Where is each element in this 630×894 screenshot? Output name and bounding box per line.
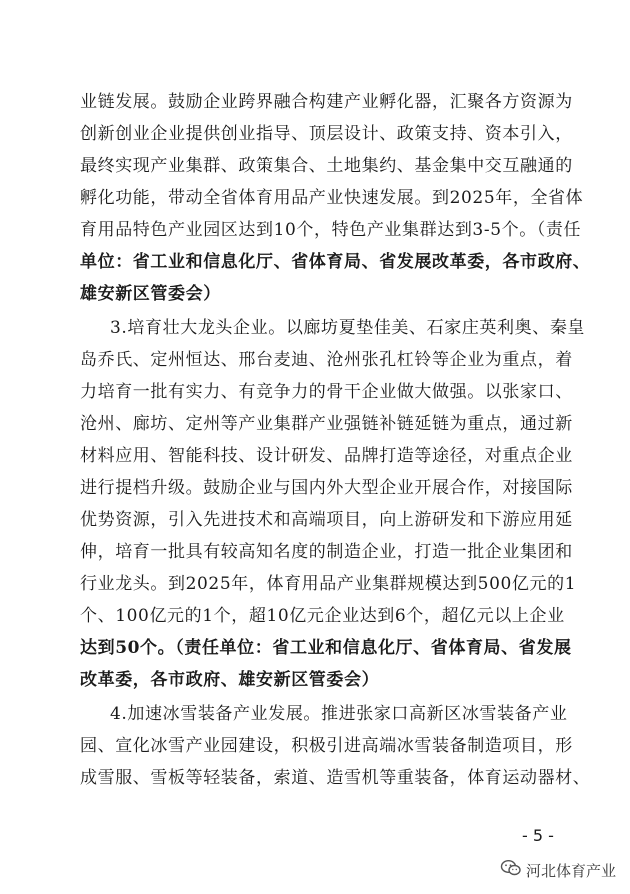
text-line: 改革委，各市政府、雄安新区管委会） <box>80 670 380 690</box>
text-line: 伸，培育一批具有较高知名度的制造企业，打造一批企业集团和 <box>80 542 573 562</box>
text-line: 最终实现产业集群、政策集合、土地集约、基金集中交互融通的 <box>80 156 573 176</box>
text-line: 成雪服、雪板等轻装备，索道、造雪机等重装备，体育运动器材、 <box>80 768 591 788</box>
text-line: 力培育一批有实力、有竞争力的骨干企业做大做强。以张家口、 <box>80 382 573 402</box>
text-line: 业链发展。鼓励企业跨界融合构建产业孵化器，汇聚各方资源为 <box>80 92 573 112</box>
text-line: 行业龙头。到2025年，体育用品产业集群规模达到500亿元的1 <box>80 574 577 594</box>
text-line: 岛乔氏、定州恒达、邢台麦迪、沧州张孔杠铃等企业为重点，着 <box>80 350 573 370</box>
text-line: 达到50个。（责任单位：省工业和信息化厅、省体育局、省发展 <box>80 638 572 658</box>
text-line: 进行提档升级。鼓励企业与国内外大型企业开展合作，对接国际 <box>80 478 573 498</box>
paragraph-heading-line: 4.加速冰雪装备产业发展。推进张家口高新区冰雪装备产业 <box>110 704 568 724</box>
text-line: 沧州、廊坊、定州等产业集群产业强链补链延链为重点，通过新 <box>80 414 573 434</box>
text-line: 雄安新区管委会） <box>80 284 221 304</box>
text-line: 材料应用、智能科技、设计研发、品牌打造等途径，对重点企业 <box>80 446 573 466</box>
page-number: - 5 - <box>522 826 554 845</box>
text-line: 个、100亿元的1个，超10亿元企业达到6个，超亿元以上企业 <box>80 606 565 626</box>
text-line: 园、宣化冰雪产业园建设，积极引进高端冰雪装备制造项目，形 <box>80 736 573 756</box>
watermark <box>500 858 616 882</box>
text-line: 育用品特色产业园区达到10个，特色产业集群达到3-5个。（责任 <box>80 220 582 240</box>
wechat-icon <box>500 859 522 881</box>
text-line: 孵化功能，带动全省体育用品产业快速发展。到2025年，全省体 <box>80 188 584 208</box>
text-line: 单位：省工业和信息化厅、省体育局、省发展改革委，各市政府、 <box>80 252 591 272</box>
watermark-text: 河北体育产业 <box>526 861 617 880</box>
text-line: 创新创业企业提供创业指导、顶层设计、政策支持、资本引入， <box>80 124 573 144</box>
text-line: 优势资源，引入先进技术和高端项目，向上游研发和下游应用延 <box>80 510 573 530</box>
paragraph-heading-line: 3.培育壮大龙头企业。以廊坊夏垫佳美、石家庄英利奥、秦皇 <box>110 318 586 338</box>
